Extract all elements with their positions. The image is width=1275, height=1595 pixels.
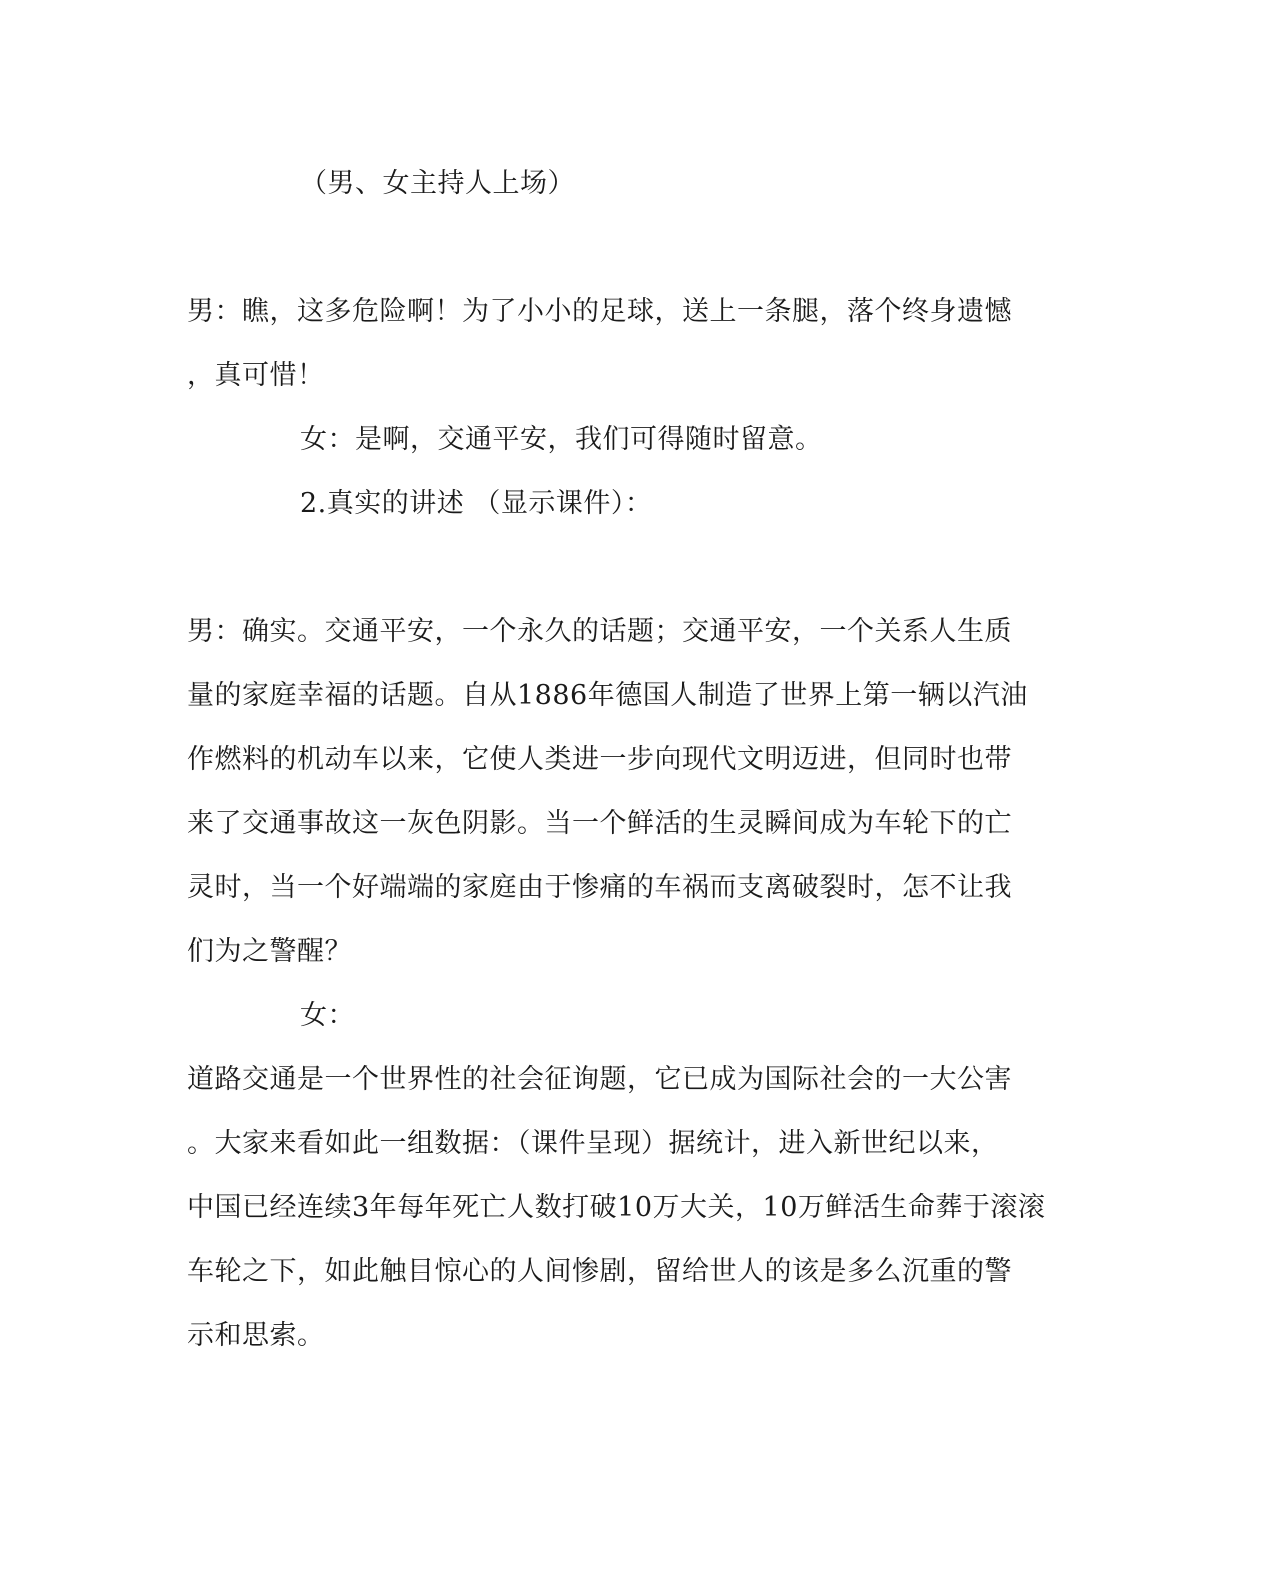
paragraph-line: ，真可惜！ (187, 360, 325, 391)
paragraph-line: 女：是啊，交通平安，我们可得随时留意。 (300, 424, 823, 455)
paragraph-line: 灵时，当一个好端端的家庭由于惨痛的车祸而支离破裂时，怎不让我 (187, 872, 1012, 903)
paragraph-line: 中国已经连续3年每年死亡人数打破10万大关，10万鲜活生命葬于滚滚 (187, 1192, 1046, 1223)
paragraph-line: 男：确实。交通平安，一个永久的话题；交通平安，一个关系人生质 (187, 616, 1012, 647)
stage-direction: （男、女主持人上场） (300, 168, 575, 199)
speaker-label: 女： (300, 1000, 355, 1031)
section-heading: 2.真实的讲述 （显示课件）： (300, 488, 653, 519)
paragraph-line: 作燃料的机动车以来，它使人类进一步向现代文明迈进，但同时也带 (187, 744, 1012, 775)
paragraph-line: 量的家庭幸福的话题。自从1886年德国人制造了世界上第一辆以汽油 (187, 680, 1028, 711)
paragraph-line: 示和思索。 (187, 1320, 325, 1351)
paragraph-line: 车轮之下，如此触目惊心的人间惨剧，留给世人的该是多么沉重的警 (187, 1256, 1012, 1287)
paragraph-line: 男：瞧，这多危险啊！为了小小的足球，送上一条腿，落个终身遗憾 (187, 296, 1012, 327)
paragraph-line: 来了交通事故这一灰色阴影。当一个鲜活的生灵瞬间成为车轮下的亡 (187, 808, 1012, 839)
paragraph-line: 。大家来看如此一组数据：（课件呈现）据统计，进入新世纪以来， (187, 1128, 999, 1159)
paragraph-line: 们为之警醒？ (187, 936, 352, 967)
paragraph-line: 道路交通是一个世界性的社会征询题，它已成为国际社会的一大公害 (187, 1064, 1012, 1095)
